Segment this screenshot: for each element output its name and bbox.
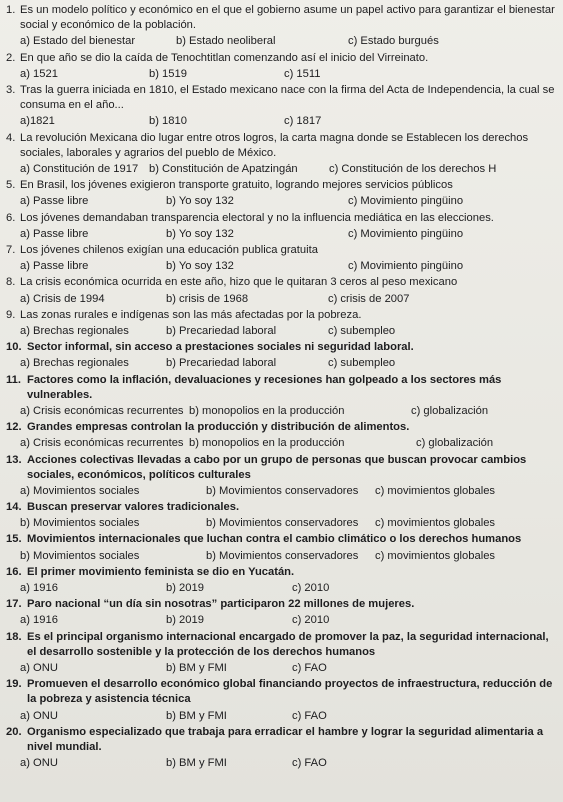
question-11 bbox=[6, 373, 557, 403]
option-c[interactable]: c) 2010 bbox=[292, 582, 330, 595]
question-1-options bbox=[6, 34, 557, 49]
option-b[interactable]: b) Yo soy 132 bbox=[166, 260, 234, 273]
question-number: 19. bbox=[6, 678, 22, 691]
option-c[interactable]: c) movimientos globales bbox=[375, 549, 496, 562]
question-10-options bbox=[6, 356, 557, 371]
option-b[interactable]: b) crisis de 1968 bbox=[166, 292, 249, 305]
option-a[interactable]: a) ONU bbox=[20, 662, 58, 675]
option-c[interactable]: c) movimientos globales bbox=[375, 484, 496, 497]
option-b[interactable]: b) 1519 bbox=[149, 67, 187, 80]
question-number: 13. bbox=[6, 453, 22, 466]
question-number: 17. bbox=[6, 598, 22, 611]
question-13-options bbox=[6, 484, 557, 499]
option-c[interactable]: c) FAO bbox=[292, 709, 327, 722]
option-b[interactable]: b) 2019 bbox=[166, 614, 204, 627]
question-text: Sector informal, sin acceso a prestaciones sociales ni seguridad laboral. bbox=[27, 341, 414, 354]
question-5 bbox=[6, 178, 557, 193]
option-c[interactable]: c) subempleo bbox=[328, 324, 396, 337]
question-number: 11. bbox=[6, 373, 21, 386]
option-c[interactable]: c) FAO bbox=[292, 662, 327, 675]
option-a[interactable]: a) 1916 bbox=[20, 582, 58, 595]
question-4 bbox=[6, 131, 557, 161]
option-c[interactable]: c) subempleo bbox=[328, 357, 396, 370]
option-a[interactable]: a) Brechas regionales bbox=[20, 357, 129, 370]
question-text: En Brasil, los jóvenes exigieron transporte gratuito, logrando mejores servicios públicos bbox=[20, 179, 453, 192]
question-text: Organismo especializado que trabaja para erradicar el hambre y lograr la seguridad alimentaria a nivel mundial. bbox=[27, 725, 544, 754]
question-18 bbox=[6, 630, 557, 660]
question-8-options bbox=[6, 292, 557, 307]
question-15 bbox=[6, 532, 557, 547]
question-9 bbox=[6, 308, 557, 323]
option-a[interactable]: b) Movimientos sociales bbox=[20, 517, 140, 530]
option-a[interactable]: a) Crisis económicas recurrentes bbox=[20, 404, 184, 417]
option-a[interactable]: a) ONU bbox=[20, 757, 58, 770]
option-a[interactable]: a) Crisis económicas recurrentes bbox=[20, 437, 184, 450]
option-c[interactable]: c) FAO bbox=[292, 757, 327, 770]
question-number: 12. bbox=[6, 421, 22, 434]
option-a[interactable]: a) 1521 bbox=[20, 67, 58, 80]
option-b[interactable]: b) BM y FMI bbox=[166, 757, 227, 770]
question-19 bbox=[6, 677, 557, 707]
option-b[interactable]: b) monopolios en la producción bbox=[189, 437, 345, 450]
option-b[interactable]: b) Movimientos conservadores bbox=[206, 517, 359, 530]
question-number: 20. bbox=[6, 725, 22, 738]
question-number: 6. bbox=[6, 211, 16, 224]
option-c[interactable]: c) Constitución de los derechos H bbox=[329, 162, 497, 175]
question-number: 16. bbox=[6, 565, 22, 578]
question-6 bbox=[6, 211, 557, 226]
option-b[interactable]: b) BM y FMI bbox=[166, 662, 227, 675]
question-number: 3. bbox=[6, 83, 16, 96]
question-number: 7. bbox=[6, 243, 16, 256]
question-number: 10. bbox=[6, 341, 22, 354]
question-2-options bbox=[6, 67, 557, 82]
question-text: Tras la guerra iniciada en 1810, el Estado mexicano nace con la firma del Acta de Independencia, la cual se consuma en el año... bbox=[20, 83, 555, 112]
option-c[interactable]: c) 1817 bbox=[284, 115, 322, 128]
option-a[interactable]: a) Passe libre bbox=[20, 227, 89, 240]
option-c[interactable]: c) 2010 bbox=[292, 614, 330, 627]
question-1 bbox=[6, 3, 557, 33]
question-text: Los jóvenes chilenos exigían una educación publica gratuita bbox=[20, 243, 318, 256]
question-text: Paro nacional “un día sin nosotras” participaron 22 millones de mujeres. bbox=[27, 598, 415, 611]
option-a[interactable]: a) 1916 bbox=[20, 614, 58, 627]
question-7 bbox=[6, 243, 557, 258]
question-20-options bbox=[6, 756, 557, 771]
option-b[interactable]: b) Yo soy 132 bbox=[166, 227, 234, 240]
option-c[interactable]: c) Movimiento pingüino bbox=[348, 260, 464, 273]
option-c[interactable]: c) Estado burgués bbox=[348, 35, 439, 48]
option-a[interactable]: a) Movimientos sociales bbox=[20, 484, 140, 497]
option-b[interactable]: b) Precariedad laboral bbox=[166, 324, 277, 337]
question-number: 14. bbox=[6, 501, 22, 514]
option-c[interactable]: c) globalización bbox=[416, 437, 494, 450]
question-19-options bbox=[6, 709, 557, 724]
question-number: 9. bbox=[6, 308, 16, 321]
question-text: Acciones colectivas llevadas a cabo por un grupo de personas que buscan provocar cambios sociales, económicos, políticos culturales bbox=[27, 453, 527, 481]
option-b[interactable]: b) Yo soy 132 bbox=[166, 195, 234, 208]
option-a[interactable]: a) Brechas regionales bbox=[20, 324, 129, 337]
question-16-options bbox=[6, 581, 557, 596]
question-text: Es un modelo político y económico en el que el gobierno asume un papel activo para garantizar el bienestar social y económico de la población. bbox=[20, 4, 555, 32]
question-text: Buscan preservar valores tradicionales. bbox=[27, 501, 240, 514]
option-b[interactable]: b) 2019 bbox=[166, 582, 204, 595]
question-text: En que año se dio la caída de Tenochtitlan comenzando así el inicio del Virreinato. bbox=[20, 51, 429, 64]
question-text: Promueven el desarrollo económico global financiando proyectos de infraestructura, reducción de la pobreza y asistencia técnica bbox=[27, 678, 553, 706]
option-c[interactable]: c) 1511 bbox=[284, 67, 321, 80]
question-number: 8. bbox=[6, 276, 16, 289]
question-text: Los jóvenes demandaban transparencia electoral y no la influencia mediática en las elecciones. bbox=[20, 211, 494, 224]
question-14-options bbox=[6, 516, 557, 531]
option-a[interactable]: a) Passe libre bbox=[20, 195, 89, 208]
question-3-options bbox=[6, 114, 557, 129]
question-text: La revolución Mexicana dio lugar entre otros logros, la carta magna donde se Establecen los derechos sociales, laborales y agrarios del pueblo de México. bbox=[20, 131, 529, 159]
option-b[interactable]: b) BM y FMI bbox=[166, 709, 227, 722]
option-a[interactable]: a) Estado del bienestar bbox=[20, 35, 136, 48]
question-number: 15. bbox=[6, 533, 22, 546]
question-11-options bbox=[6, 404, 557, 419]
question-text: Movimientos internacionales que luchan contra el cambio climático o los derechos humanos bbox=[27, 533, 522, 546]
question-18-options bbox=[6, 661, 557, 676]
option-b[interactable]: b) Estado neoliberal bbox=[176, 35, 276, 48]
question-text: Factores como la inflación, devaluaciones y recesiones han golpeado a los sectores más vulnerables. bbox=[27, 373, 502, 401]
option-a[interactable]: a) ONU bbox=[20, 709, 58, 722]
option-c[interactable]: c) crisis de 2007 bbox=[328, 292, 410, 305]
question-text: La crisis económica ocurrida en este año, hizo que le quitaran 3 ceros al peso mexicano bbox=[20, 276, 458, 289]
option-a[interactable]: a) Crisis de 1994 bbox=[20, 292, 105, 305]
question-5-options bbox=[6, 194, 557, 209]
question-number: 5. bbox=[6, 179, 16, 192]
option-b[interactable]: b) Movimientos conservadores bbox=[206, 549, 359, 562]
question-number: 1. bbox=[6, 4, 16, 16]
option-b[interactable]: b) 1810 bbox=[149, 115, 187, 128]
question-17-options bbox=[6, 613, 557, 628]
question-3 bbox=[6, 83, 557, 113]
question-10 bbox=[6, 340, 557, 355]
option-b[interactable]: b) Precariedad laboral bbox=[166, 357, 277, 370]
option-c[interactable]: c) globalización bbox=[411, 404, 489, 417]
option-a[interactable]: a)1821 bbox=[20, 115, 55, 128]
option-a[interactable]: a) Passe libre bbox=[20, 260, 89, 273]
question-text: El primer movimiento feminista se dio en Yucatán. bbox=[27, 565, 295, 578]
option-b[interactable]: b) Constitución de Apatzingán bbox=[149, 162, 298, 175]
question-15-options bbox=[6, 549, 557, 564]
question-12-options bbox=[6, 436, 557, 451]
question-9-options bbox=[6, 324, 557, 339]
question-8 bbox=[6, 275, 557, 290]
question-number: 4. bbox=[6, 131, 16, 144]
question-number: 2. bbox=[6, 51, 16, 64]
option-a[interactable]: a) Constitución de 1917 bbox=[20, 162, 139, 175]
option-c[interactable]: c) movimientos globales bbox=[375, 517, 496, 530]
question-16 bbox=[6, 565, 557, 580]
question-13 bbox=[6, 453, 557, 483]
option-c[interactable]: c) Movimiento pingüino bbox=[348, 227, 464, 240]
question-4-options bbox=[6, 162, 557, 177]
question-20 bbox=[6, 725, 557, 755]
question-number: 18. bbox=[6, 630, 22, 643]
question-6-options bbox=[6, 227, 557, 242]
question-text: Las zonas rurales e indígenas son las más afectadas por la pobreza. bbox=[20, 308, 362, 321]
question-text: Es el principal organismo internacional encargado de promover la paz, la seguridad internacional, el desarrollo sostenible y la protección de los derechos humanos bbox=[27, 630, 549, 658]
option-b[interactable]: b) monopolios en la producción bbox=[189, 404, 345, 417]
question-7-options bbox=[6, 259, 557, 274]
question-17 bbox=[6, 597, 557, 612]
option-a[interactable]: b) Movimientos sociales bbox=[20, 549, 140, 562]
option-b[interactable]: b) Movimientos conservadores bbox=[206, 484, 359, 497]
question-text: Grandes empresas controlan la producción y distribución de alimentos. bbox=[27, 421, 410, 434]
option-c[interactable]: c) Movimiento pingüino bbox=[348, 195, 464, 208]
question-14 bbox=[6, 500, 557, 515]
question-2 bbox=[6, 51, 557, 66]
question-12 bbox=[6, 420, 557, 435]
